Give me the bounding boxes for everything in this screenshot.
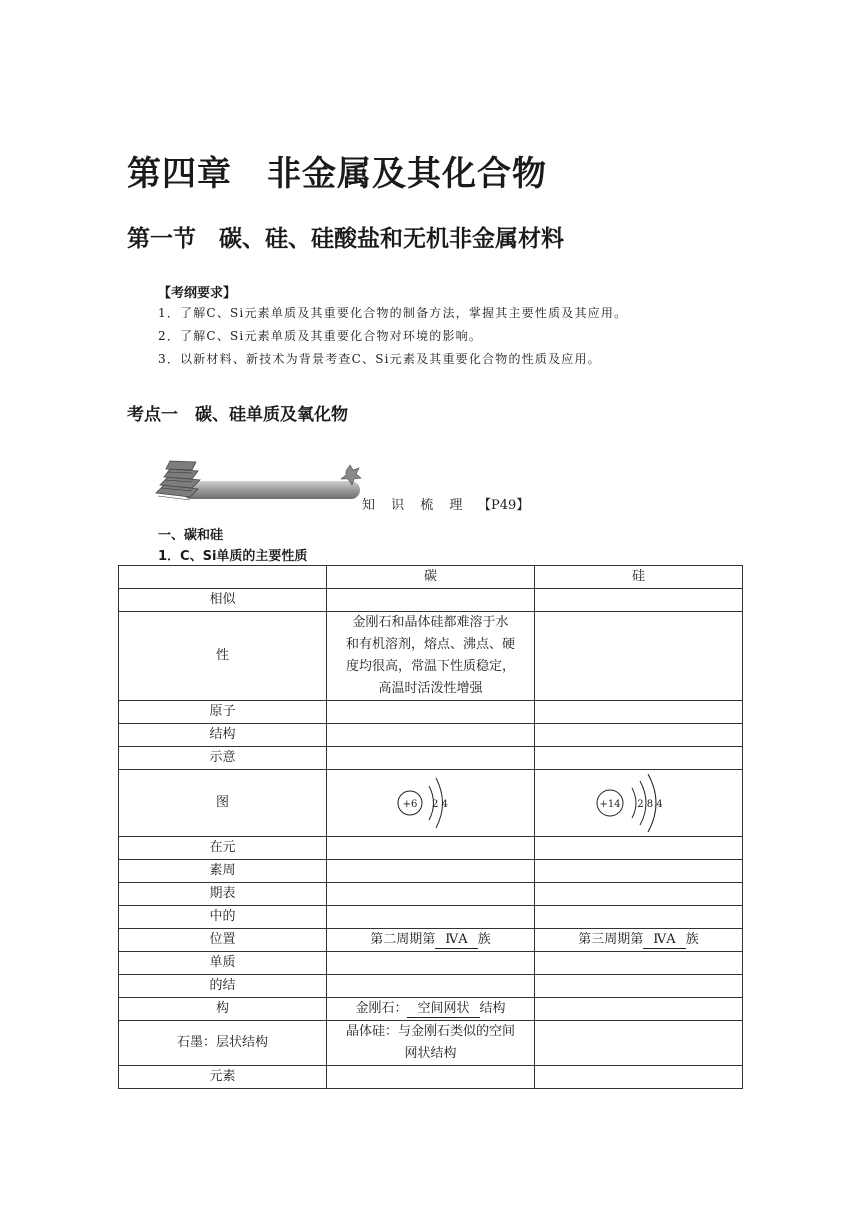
table-row (119, 837, 743, 860)
table-cell: 原子 (119, 701, 327, 724)
table-row (119, 952, 743, 975)
table-cell: 在元 (119, 837, 327, 860)
carbon-atom-diagram (327, 770, 535, 837)
table-row (119, 701, 743, 724)
silicon-atom-icon (596, 772, 682, 834)
sub-heading-carbon-silicon: 一、碳和硅 (158, 528, 224, 543)
properties-table (118, 565, 743, 1089)
sub-heading-properties: 1．C、Si单质的主要性质 (158, 549, 308, 564)
silicon-shell-label: 2 8 4 (636, 799, 663, 810)
requirement-item: 2．了解C、Si元素单质及其重要化合物对环境的影响。 (158, 329, 483, 343)
table-cell: 位置 (119, 929, 327, 952)
table-row (119, 612, 743, 701)
diamond-structure-answer: 空间网状 (407, 1001, 479, 1018)
property-cell: 金刚石和晶体硅都难溶于水 和有机溶剂，熔点、沸点、硬 度均很高，常温下性质稳定， 高温时活泼性增强 (327, 612, 535, 701)
silicon-nucleus-label: +14 (598, 799, 621, 810)
table-cell: 示意 (119, 747, 327, 770)
table-row (119, 566, 743, 589)
table-row (119, 975, 743, 998)
table-cell: 单质 (119, 952, 327, 975)
diamond-structure-cell: 金刚石： 空间网状 结构 (327, 998, 535, 1021)
table-cell (119, 566, 327, 589)
table-row (119, 770, 743, 837)
carbon-group-answer: ⅣA (435, 932, 477, 949)
table-row (119, 906, 743, 929)
table-row (119, 724, 743, 747)
table-cell: 中的 (119, 906, 327, 929)
carbon-position-cell: 第二周期第 ⅣA 族 (327, 929, 535, 952)
table-row (119, 1066, 743, 1089)
table-cell: 图 (119, 770, 327, 837)
banner-page-ref: 【P49】 (478, 498, 530, 513)
table-row (119, 860, 743, 883)
chapter-title: 第四章 非金属及其化合物 (127, 154, 547, 194)
table-cell: 构 (119, 998, 327, 1021)
table-cell: 石墨：层状结构 (119, 1021, 327, 1066)
requirement-item: 1．了解C、Si元素单质及其重要化合物的制备方法，掌握其主要性质及其应用。 (158, 306, 628, 320)
carbon-atom-icon (396, 772, 466, 834)
requirement-item: 3．以新材料、新技术为背景考查C、Si元素及其重要化合物的性质及应用。 (158, 352, 601, 366)
carbon-nucleus-label: +6 (402, 799, 417, 810)
table-cell: 结构 (119, 724, 327, 747)
table-row (119, 883, 743, 906)
banner-label: 知 识 梳 理 (362, 498, 469, 513)
table-row (119, 929, 743, 952)
table-cell: 元素 (119, 1066, 327, 1089)
table-header-carbon: 碳 (327, 566, 535, 589)
silicon-atom-diagram (535, 770, 743, 837)
table-cell: 的结 (119, 975, 327, 998)
table-row (119, 589, 743, 612)
silicon-position-cell: 第三周期第 ⅣA 族 (535, 929, 743, 952)
requirements-list (158, 302, 627, 371)
crystal-silicon-cell: 晶体硅：与金刚石类似的空间 网状结构 (327, 1021, 535, 1066)
books-banner-icon (152, 457, 372, 509)
carbon-shell-label: 2 4 (431, 799, 448, 810)
table-row (119, 747, 743, 770)
table-row (119, 998, 743, 1021)
table-row (119, 1021, 743, 1066)
table-cell: 素周 (119, 860, 327, 883)
table-header-silicon: 硅 (535, 566, 743, 589)
table-cell: 性 (119, 612, 327, 701)
silicon-group-answer: ⅣA (643, 932, 685, 949)
kaodian-title: 考点一 碳、硅单质及氧化物 (127, 405, 348, 425)
table-cell: 相似 (119, 589, 327, 612)
requirements-heading: 【考纲要求】 (158, 286, 237, 301)
section-title: 第一节 碳、硅、硅酸盐和无机非金属材料 (127, 226, 564, 252)
table-cell: 期表 (119, 883, 327, 906)
